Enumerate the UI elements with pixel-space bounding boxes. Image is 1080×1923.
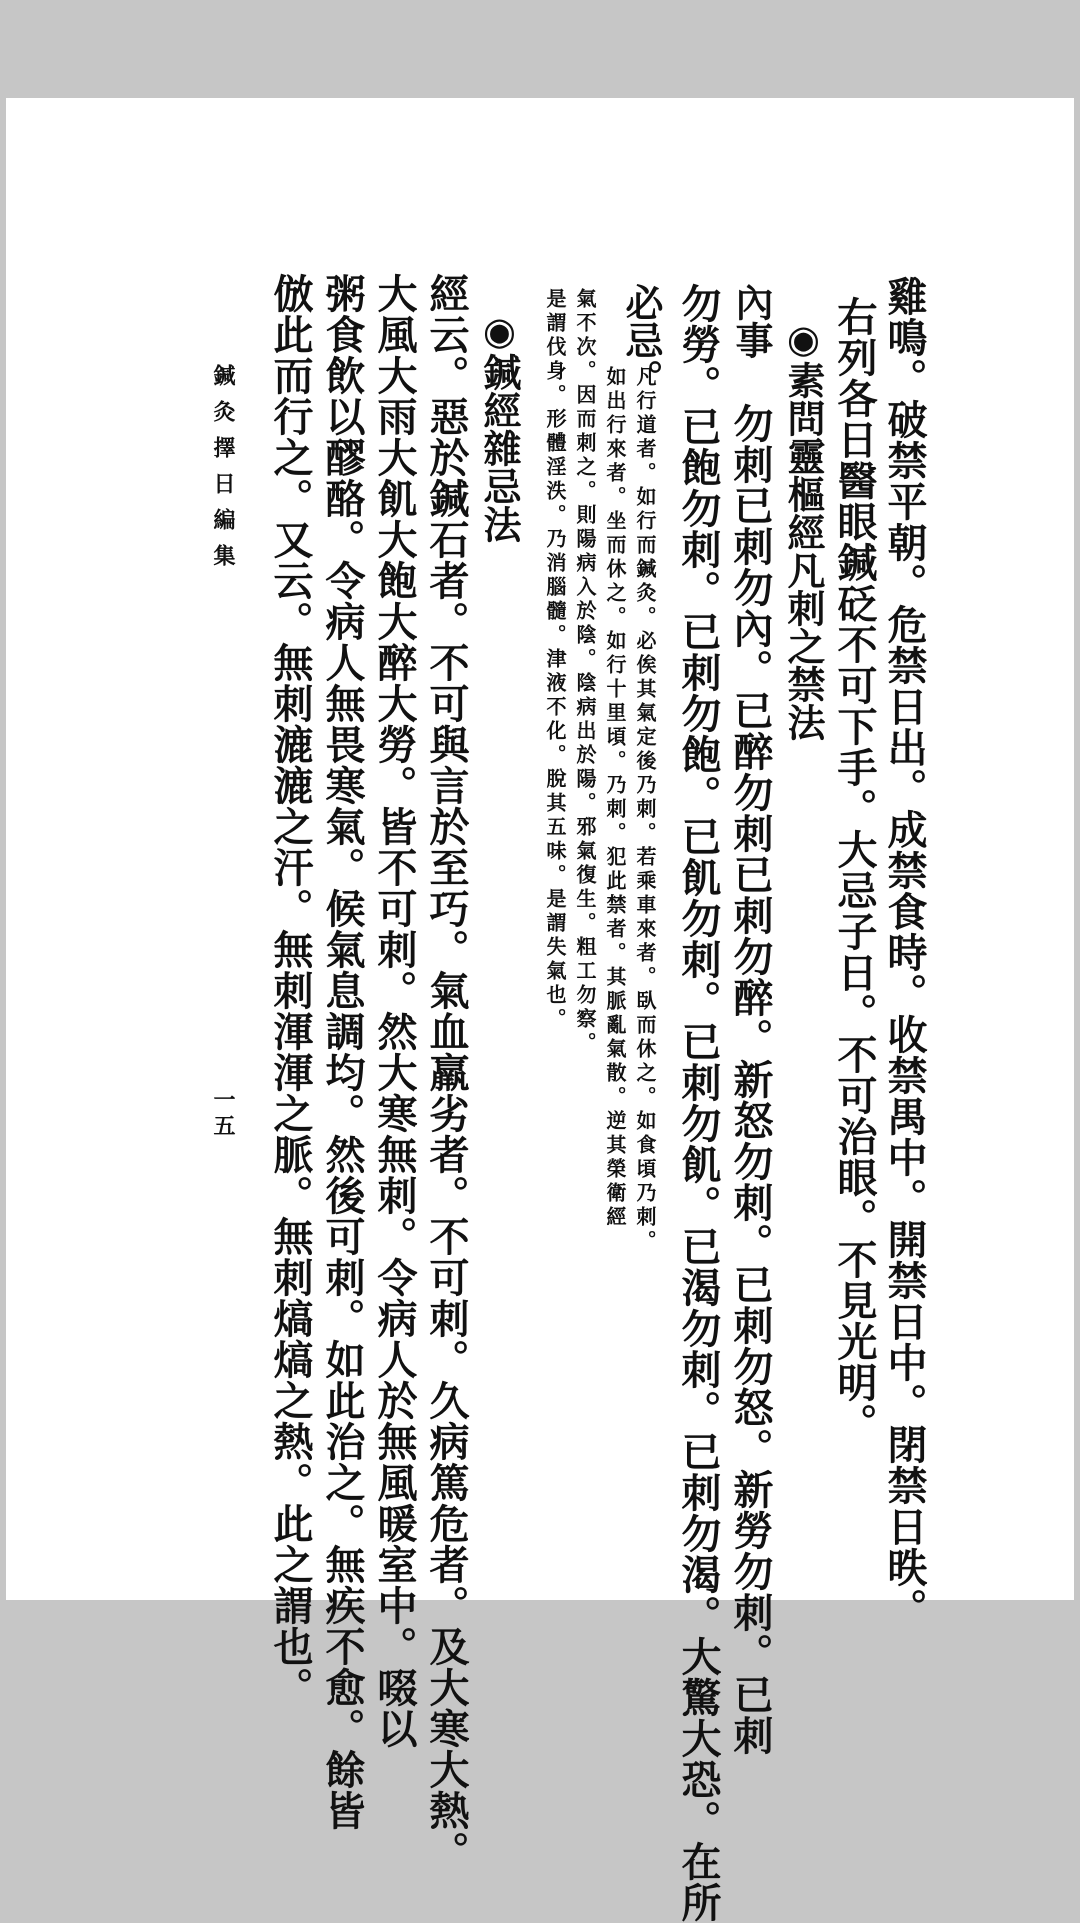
page-number: 一五 [210,1088,236,1140]
annotation-line-1: 凡行道者。如行而鍼灸。必俟其氣定後乃刺。若乘車來者。臥而休之。如食頃乃刺。 [633,366,657,1254]
text-column-1: 雞鳴。破禁平朝。危禁日出。成禁食時。收禁禺中。開禁日中。閉禁日昳。 [881,276,928,1629]
text-column-5: 勿勞。已飽勿刺。已刺勿飽。已飢勿刺。已刺勿飢。已渴勿刺。已刺勿渴。大驚大恐。在所 [675,283,722,1923]
section-heading-needling-prohibitions: ◉素問靈樞經凡刺之禁法 [781,316,826,741]
text-column-2: 右列各日醫眼鍼砭不可下手。大忌子日。不可治眼。不見光明。 [831,296,878,1444]
text-column-4: 勿刺已刺勿內。已醉勿刺已刺勿醉。新怒勿刺。已刺勿怒。新勞勿刺。已刺 [727,403,774,1756]
annotation-line-2: 如出行來者。坐而休之。如行十里頃。乃刺。犯此禁者。其脈亂氣散。逆其榮衛經 [603,366,627,1230]
text-column-10: 粥食飲以醪酪。令病人無畏寒氣。候氣息調均。然後可刺。如此治之。無疾不愈。餘皆 [319,273,366,1831]
annotation-line-3: 氣不次。因而刺之。則陽病入於陰。陰病出於陽。邪氣復生。粗工勿察。 [573,288,597,1056]
section-heading-misc-prohibitions: ◉鍼經雜忌法 [477,308,522,543]
text-column-new-inner [729,283,774,359]
text-column-6: 必忌。 [619,283,664,397]
text-column-9: 大風大雨大飢大飽大醉大勞。皆不可刺。然大寒無刺。令病人於無風暖室中。啜以 [371,273,418,1749]
book-page [6,98,1074,1923]
annotation-line-4: 是謂伐身。形體淫泆。乃消腦髓。津液不化。脫其五味。是謂失氣也。 [543,288,567,1032]
book-title-footer: 鍼灸擇日編集 [210,364,236,580]
text-column-11: 倣此而行之。又云。無刺漉漉之汗。無刺渾渾之脈。無刺熇熇之熱。此之謂也。 [267,273,314,1708]
inline-note-neifang: 內事 [729,283,774,359]
text-column-8: 經云。惡於鍼石者。不可與言於至巧。氣血羸劣者。不可刺。久病篤危者。及大寒大熱。 [423,273,470,1872]
